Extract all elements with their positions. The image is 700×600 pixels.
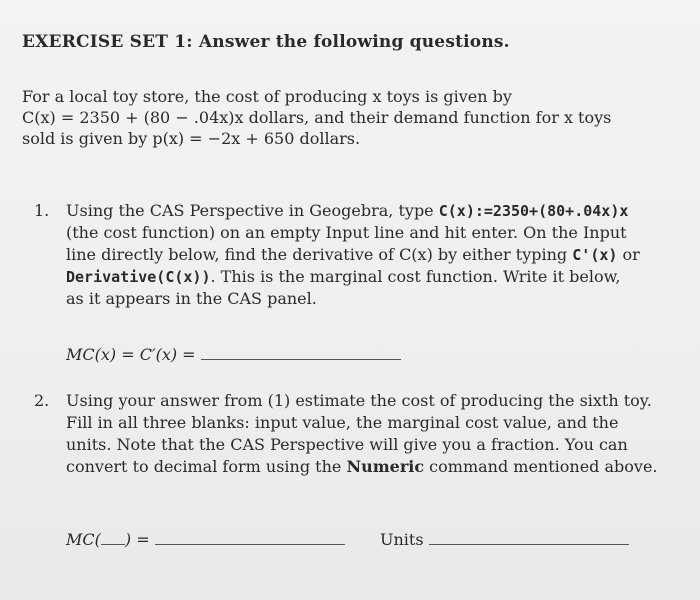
code-snippet-derivative-command: Derivative(C(x))	[66, 268, 211, 286]
question-2-line-1: Using your answer from (1) estimate the cost of producing the sixth toy.	[66, 391, 652, 410]
question-1-line-1	[66, 200, 674, 222]
question-number: 2.	[34, 391, 50, 410]
question-1-line-4	[66, 266, 674, 288]
answer-label: MC(x) = C′(x) =	[66, 345, 196, 364]
units-blank[interactable]	[429, 530, 629, 545]
question-text: convert to decimal form using the	[66, 457, 342, 476]
question-text: or	[622, 245, 640, 264]
intro-paragraph	[22, 86, 682, 149]
marginal-cost-answer	[66, 345, 401, 364]
question-2	[34, 390, 674, 478]
question-text: . This is the marginal cost function. Write it below,	[210, 267, 621, 286]
question-1-line-2: (the cost function) on an empty Input line and hit enter. On the Input	[66, 223, 627, 242]
intro-line-3: sold is given by p(x) = −2x + 650 dollars.	[22, 129, 361, 148]
marginal-cost-estimate-row	[66, 530, 345, 549]
question-2-line-3: units. Note that the CAS Perspective will give you a fraction. You can	[66, 435, 628, 454]
code-snippet-derivative: C'(x)	[572, 246, 618, 264]
answer-blank[interactable]	[201, 345, 401, 360]
question-2-line-4	[66, 456, 674, 478]
page-title: EXERCISE SET 1: Answer the following questions.	[22, 32, 510, 52]
question-text: Using the CAS Perspective in Geogebra, type	[66, 201, 434, 220]
units-label: Units	[380, 530, 424, 549]
mc-close: ) =	[124, 530, 150, 549]
mc-label: MC(	[66, 530, 101, 549]
question-text: command mentioned above.	[429, 457, 658, 476]
question-1	[34, 200, 674, 310]
code-snippet-cost-function: C(x):=2350+(80+.04x)x	[438, 202, 629, 220]
intro-line-1: For a local toy store, the cost of producing x toys is given by	[22, 87, 512, 106]
marginal-cost-value-blank[interactable]	[155, 530, 345, 545]
question-1-line-3	[66, 244, 674, 266]
question-number: 1.	[34, 201, 50, 220]
numeric-command: Numeric	[346, 457, 425, 476]
question-2-line-2: Fill in all three blanks: input value, the marginal cost value, and the	[66, 413, 619, 432]
intro-line-2: C(x) = 2350 + (80 − .04x)x dollars, and their demand function for x toys	[22, 108, 612, 127]
question-1-line-5: as it appears in the CAS panel.	[66, 289, 317, 308]
question-text: line directly below, find the derivative of C(x) by either typing	[66, 245, 568, 264]
units-row	[380, 530, 629, 549]
input-value-blank[interactable]	[101, 530, 125, 545]
